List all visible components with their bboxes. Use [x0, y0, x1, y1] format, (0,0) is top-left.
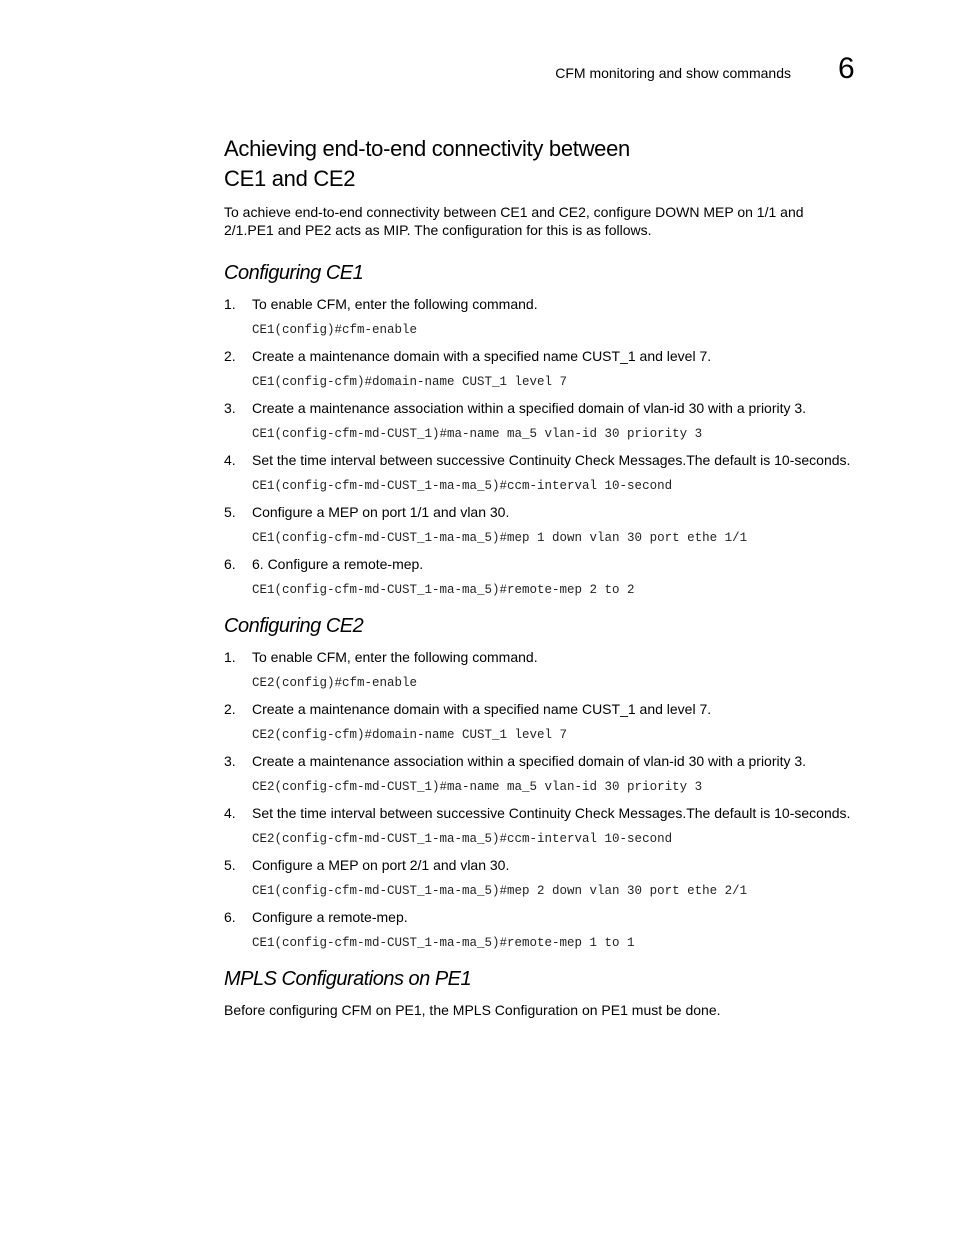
running-header-title: CFM monitoring and show commands — [555, 65, 791, 81]
subsection-heading: Configuring CE2 — [224, 615, 364, 637]
step-number: 1. — [224, 649, 236, 665]
subsection-heading: Configuring CE1 — [224, 262, 364, 284]
step-item — [224, 804, 854, 847]
chapter-number: 6 — [838, 52, 855, 85]
step-text: 6. Configure a remote-mep. — [252, 556, 424, 572]
step-text: Configure a MEP on port 1/1 and vlan 30. — [252, 504, 510, 520]
step-number: 5. — [224, 504, 236, 520]
step-number: 6. — [224, 556, 236, 572]
step-number: 6. — [224, 909, 236, 925]
step-list — [224, 295, 854, 598]
section-mpls-pe1 — [224, 967, 854, 1019]
code-snippet: CE1(config)#cfm-enable — [252, 323, 418, 337]
step-number: 4. — [224, 452, 236, 468]
step-item — [224, 295, 854, 338]
step-number: 2. — [224, 701, 236, 717]
step-text: Configure a remote-mep. — [252, 909, 408, 925]
step-number: 2. — [224, 348, 236, 364]
step-item — [224, 451, 854, 494]
section-configuring-ce2 — [224, 614, 854, 951]
step-number: 3. — [224, 400, 236, 416]
code-snippet: CE2(config-cfm)#domain-name CUST_1 level 7 — [252, 728, 568, 742]
step-item — [224, 908, 854, 951]
section-configuring-ce1 — [224, 261, 854, 598]
step-number: 3. — [224, 753, 236, 769]
step-list — [224, 648, 854, 951]
page-content — [224, 134, 854, 1019]
intro-paragraph: To achieve end-to-end connectivity between CE1 and CE2, configure DOWN MEP on 1/1 and 2/1.PE1 and PE2 acts as MIP. The configuration for this is as follows. — [224, 204, 804, 238]
step-item — [224, 503, 854, 546]
code-snippet: CE1(config-cfm-md-CUST_1-ma-ma_5)#mep 1 down vlan 30 port ethe 1/1 — [252, 531, 748, 545]
code-snippet: CE1(config-cfm-md-CUST_1)#ma-name ma_5 vlan-id 30 priority 3 — [252, 427, 703, 441]
step-text: Configure a MEP on port 2/1 and vlan 30. — [252, 857, 510, 873]
section-title-line1: Achieving end-to-end connectivity between — [224, 136, 630, 161]
step-number: 5. — [224, 857, 236, 873]
step-text: Create a maintenance association within a specified domain of vlan-id 30 with a priority 3. — [252, 400, 807, 416]
step-text: Set the time interval between successive Continuity Check Messages.The default is 10-seconds. — [252, 452, 851, 468]
code-snippet: CE1(config-cfm)#domain-name CUST_1 level 7 — [252, 375, 568, 389]
step-text: Create a maintenance domain with a specified name CUST_1 and level 7. — [252, 701, 712, 717]
step-item — [224, 752, 854, 795]
code-snippet: CE1(config-cfm-md-CUST_1-ma-ma_5)#remote-mep 1 to 1 — [252, 936, 635, 950]
code-snippet: CE2(config)#cfm-enable — [252, 676, 418, 690]
mpls-paragraph: Before configuring CFM on PE1, the MPLS Configuration on PE1 must be done. — [224, 1002, 721, 1018]
section-title — [224, 134, 854, 194]
step-text: Create a maintenance association within a specified domain of vlan-id 30 with a priority 3. — [252, 753, 807, 769]
step-number: 1. — [224, 296, 236, 312]
step-text: To enable CFM, enter the following command. — [252, 649, 538, 665]
step-text: To enable CFM, enter the following command. — [252, 296, 538, 312]
step-item — [224, 648, 854, 691]
step-item — [224, 347, 854, 390]
step-item — [224, 700, 854, 743]
step-number: 4. — [224, 805, 236, 821]
step-item — [224, 399, 854, 442]
code-snippet: CE2(config-cfm-md-CUST_1-ma-ma_5)#ccm-interval 10-second — [252, 832, 673, 846]
code-snippet: CE2(config-cfm-md-CUST_1)#ma-name ma_5 vlan-id 30 priority 3 — [252, 780, 703, 794]
code-snippet: CE1(config-cfm-md-CUST_1-ma-ma_5)#ccm-interval 10-second — [252, 479, 673, 493]
code-snippet: CE1(config-cfm-md-CUST_1-ma-ma_5)#mep 2 down vlan 30 port ethe 2/1 — [252, 884, 748, 898]
section-title-line2: CE1 and CE2 — [224, 166, 356, 191]
step-text: Set the time interval between successive Continuity Check Messages.The default is 10-seconds. — [252, 805, 851, 821]
code-snippet: CE1(config-cfm-md-CUST_1-ma-ma_5)#remote-mep 2 to 2 — [252, 583, 635, 597]
step-text: Create a maintenance domain with a specified name CUST_1 and level 7. — [252, 348, 712, 364]
step-item — [224, 856, 854, 899]
subsection-heading: MPLS Configurations on PE1 — [224, 968, 472, 990]
step-item — [224, 555, 854, 598]
